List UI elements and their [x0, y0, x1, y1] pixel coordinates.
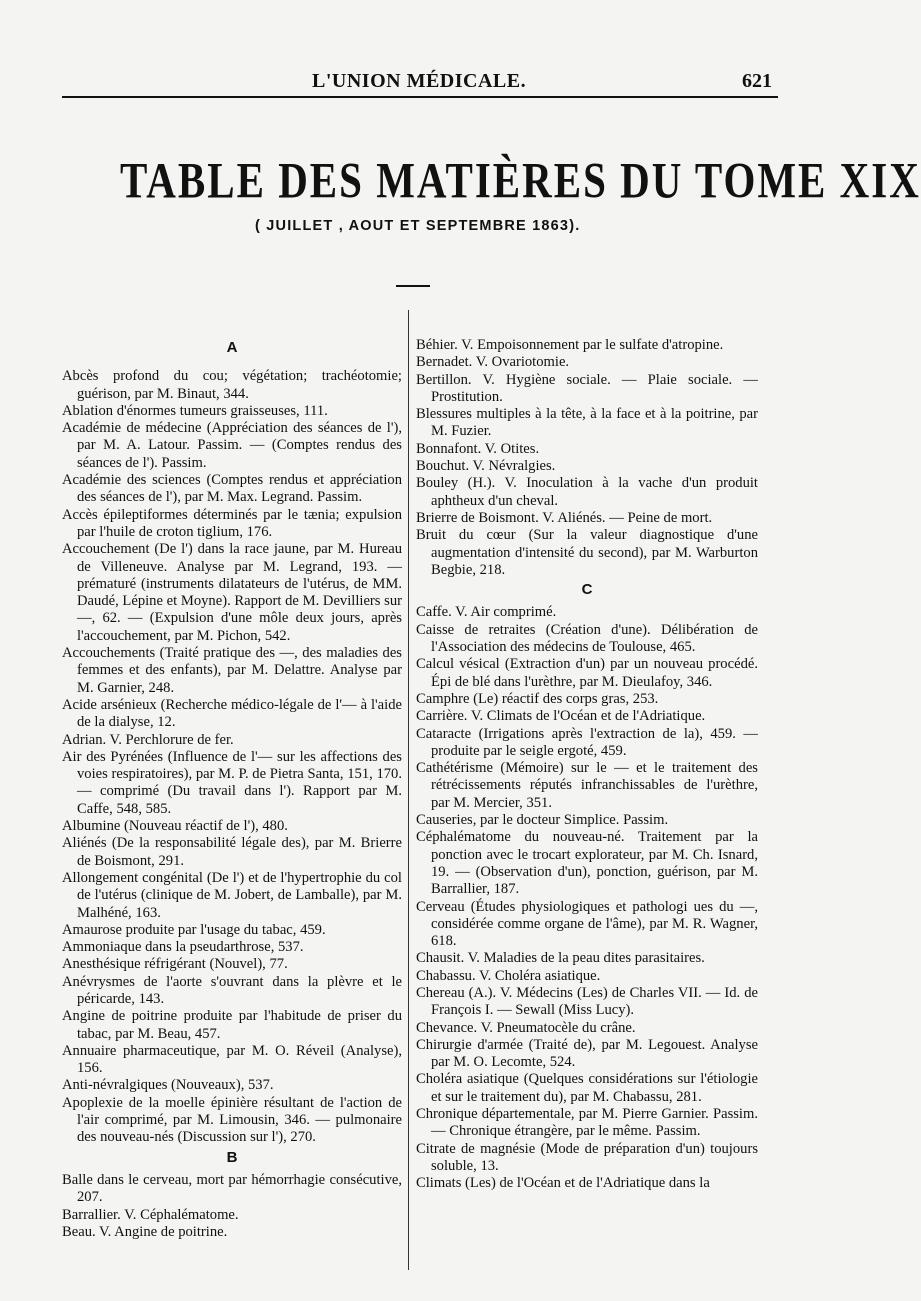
page-number: 621: [742, 70, 772, 92]
index-entry: Balle dans le cerveau, mort par hémorrhagie consécutive, 207.: [62, 1171, 402, 1206]
index-entry: Beau. V. Angine de poitrine.: [62, 1223, 228, 1240]
index-entry: Béhier. V. Empoisonnement par le sulfate d'atropine.: [416, 337, 724, 353]
index-entry: Acide arsénieux (Recherche médico-légale de l'— à l'aide de la dialyse, 12.: [62, 696, 402, 731]
index-entry: Ablation d'énormes tumeurs graisseuses, 111.: [62, 402, 328, 419]
index-entry: Choléra asiatique (Quelques considérations sur l'étiologie et sur le traitement du), par M. Chabassu, 281.: [416, 1071, 758, 1105]
index-entry: Amaurose produite par l'usage du tabac, 459.: [62, 921, 326, 938]
index-entry: Caisse de retraites (Création d'une). Délibération de l'Association des médecins de Toulouse, 465.: [416, 621, 758, 656]
index-entry: Académie de médecine (Appréciation des séances de l'), par M. A. Latour. Passim. — (Comptes rendus des séances de l'). Passim.: [62, 420, 402, 471]
index-entry: Blessures multiples à la tête, à la face et à la poitrine, par M. Fuzier.: [416, 406, 758, 440]
index-entry: Chabassu. V. Choléra asiatique.: [416, 967, 601, 984]
index-entry: Bonnafont. V. Otites.: [416, 440, 540, 457]
index-entry: Abcès profond du cou; végétation; trachéotomie; guérison, par M. Binaut, 344.: [62, 368, 402, 402]
index-entry: Céphalématome du nouveau-né. Traitement par la ponction avec le trocart explorateur, par M. Ch. Isnard, 19. — (Observation d'un), ponction, guérison, par M. Barrallier, 187.: [416, 829, 758, 898]
index-entry: Camphre (Le) réactif des corps gras, 253.: [416, 690, 659, 707]
index-entry: Chausit. V. Maladies de la peau dites parasitaires.: [416, 950, 705, 967]
index-entry: Adrian. V. Perchlorure de fer.: [62, 731, 234, 748]
index-entry: Annuaire pharmaceutique, par M. O. Réveil (Analyse), 156.: [62, 1042, 402, 1077]
index-entry: Accès épileptiformes déterminés par le tænia; expulsion par l'huile de croton tiglium, 176.: [62, 506, 402, 540]
index-entry: Anévrysmes de l'aorte s'ouvrant dans la plèvre et le péricarde, 143.: [62, 973, 402, 1007]
index-entry: Allongement congénital (De l') et de l'hypertrophie du col de l'utérus (clinique de M. Jobert, de Lamballe), par M. Malhéné, 163.: [62, 869, 402, 921]
section-letter: A: [226, 339, 238, 356]
index-entry: Calcul vésical (Extraction d'un) par un nouveau procédé. Épi de blé dans l'urèthre, par M. Dieulafoy, 346.: [416, 656, 758, 690]
index-entry: Bernadet. V. Ovariotomie.: [416, 354, 570, 371]
right-column: [416, 337, 758, 1193]
page-title: TABLE DES MATIÈRES DU TOME XIX: [120, 151, 921, 209]
index-entry: Citrate de magnésie (Mode de préparation d'un) toujours soluble, 13.: [416, 1140, 758, 1174]
index-entry: Bertillon. V. Hygiène sociale. — Plaie sociale. — Prostitution.: [416, 371, 758, 405]
section-letter: B: [226, 1148, 238, 1166]
section-letter: C: [581, 581, 593, 599]
index-entry: Cerveau (Études physiologiques et pathologi ues du —, considérée comme organe de l'âme), par M. R. Wagner, 618.: [416, 898, 758, 950]
index-entry: Accouchements (Traité pratique des —, des maladies des femmes et des enfants), par M. Delattre. Analyse par M. Garnier, 248.: [62, 645, 402, 696]
index-entry: Caffe. V. Air comprimé.: [416, 604, 557, 621]
index-entry: Accouchement (De l') dans la race jaune, par M. Hureau de Villeneuve. Analyse par M. Legrand, 193. — prématuré (instruments dilatateurs de l'utérus, de MM. Daudé, Lépine et Moyne). Rapport de M. Devilliers sur —, 62. — (Expulsion d'une môle deux jours, après l'accouchement, par M. Pichon, 542.: [62, 541, 402, 644]
left-column: [62, 337, 402, 1241]
index-entry: Bouley (H.). V. Inoculation à la vache d'un produit aphtheux d'un cheval.: [416, 475, 758, 509]
index-entry: Bruit du cœur (Sur la valeur diagnostique d'une augmentation d'intensité du second), par M. Warburton Begbie, 218.: [416, 527, 758, 578]
page-subtitle: ( JUILLET , AOUT ET SEPTEMBRE 1863).: [255, 218, 581, 234]
index-entry: Anesthésique réfrigérant (Nouvel), 77.: [62, 956, 288, 973]
index-entry: Anti-névralgiques (Nouveaux), 537.: [62, 1077, 274, 1094]
index-entry: Ammoniaque dans la pseudarthrose, 537.: [62, 939, 304, 956]
index-entry: Cathétérisme (Mémoire) sur le — et le traitement des rétrécissements réputés infranchissables de l'urèthre, par M. Mercier, 351.: [416, 760, 758, 811]
index-entry: Angine de poitrine produite par l'habitude de priser du tabac, par M. Beau, 457.: [62, 1008, 402, 1042]
column-divider: [408, 310, 409, 1270]
index-entry: Cataracte (Irrigations après l'extraction de la), 459. — produite par le seigle ergoté, 459.: [416, 725, 758, 759]
index-entry: Barrallier. V. Céphalématome.: [62, 1206, 239, 1223]
index-entry: Chirurgie d'armée (Traité de), par M. Legouest. Analyse par M. O. Lecomte, 524.: [416, 1036, 758, 1071]
index-entry: Chereau (A.). V. Médecins (Les) de Charles VII. — Id. de François I. — Sewall (Miss Lucy).: [416, 984, 758, 1019]
running-title: L'UNION MÉDICALE.: [312, 70, 527, 92]
index-entry: Chevance. V. Pneumatocèle du crâne.: [416, 1019, 636, 1036]
index-entry: Aliénés (De la responsabilité légale des), par M. Brierre de Boismont, 291.: [62, 835, 402, 869]
index-entry: Chronique départementale, par M. Pierre Garnier. Passim. — Chronique étrangère, par le même. Passim.: [416, 1106, 758, 1140]
index-entry: Climats (Les) de l'Océan et de l'Adriatique dans la: [416, 1175, 710, 1192]
index-entry: Académie des sciences (Comptes rendus et appréciation des séances de l'), par M. Max. Legrand. Passim.: [62, 472, 402, 506]
index-entry: Apoplexie de la moelle épinière résultant de l'action de l'air comprimé, par M. Limousin, 346. — pulmonaire des nouveau-nés (Discussion sur l'), 270.: [62, 1094, 402, 1146]
index-entry: Causeries, par le docteur Simplice. Passim.: [416, 812, 669, 829]
title-rule: [396, 285, 430, 287]
index-entry: Albumine (Nouveau réactif de l'), 480.: [62, 818, 288, 835]
index-entry: Bouchut. V. Névralgies.: [416, 458, 556, 475]
index-entry: Carrière. V. Climats de l'Océan et de l'Adriatique.: [416, 708, 706, 725]
index-entry: Air des Pyrénées (Influence de l'— sur les affections des voies respiratoires), par M. P. de Pietra Santa, 151, 170. — comprimé (Du travail dans l'). Rapport par M. Caffe, 548, 585.: [62, 748, 402, 817]
running-header: [62, 62, 778, 98]
index-entry: Brierre de Boismont. V. Aliénés. — Peine de mort.: [416, 509, 713, 526]
